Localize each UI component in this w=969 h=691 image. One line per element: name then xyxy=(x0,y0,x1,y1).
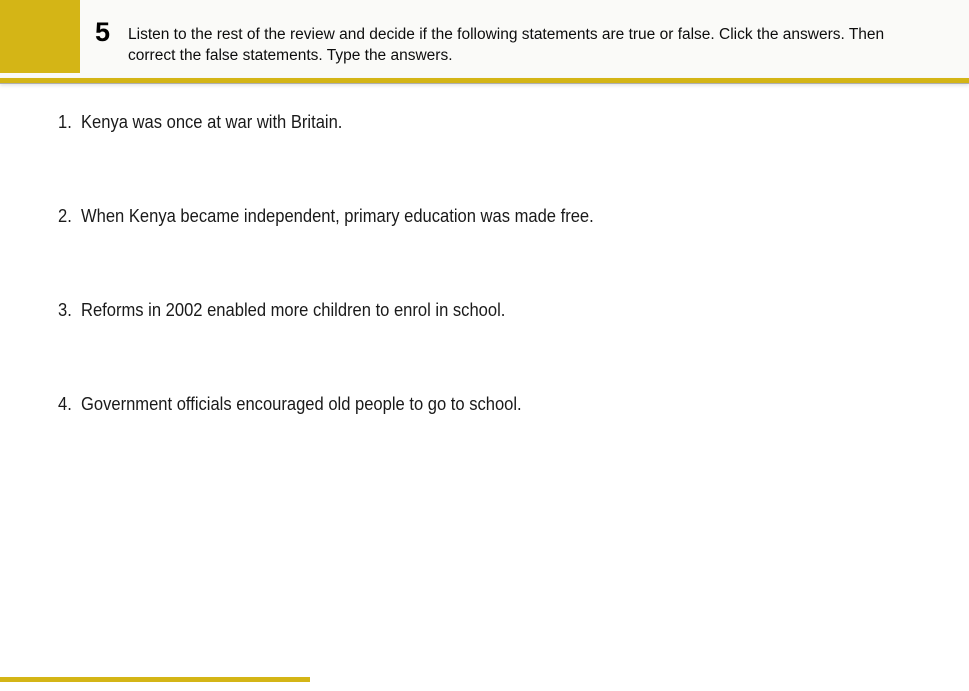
corner-accent-block xyxy=(0,0,80,73)
header-divider-rule xyxy=(0,78,969,84)
statement-row-2[interactable] xyxy=(58,207,594,226)
statement-row-3[interactable] xyxy=(58,301,505,320)
statement-text: Government officials encouraged old people to go to school. xyxy=(81,394,522,414)
statement-row-4[interactable] xyxy=(58,395,522,414)
statement-number: 3. xyxy=(58,300,72,320)
statement-text: When Kenya became independent, primary education was made free. xyxy=(81,206,594,226)
statement-number: 4. xyxy=(58,394,72,414)
statement-number: 1. xyxy=(58,112,72,132)
statement-text: Reforms in 2002 enabled more children to enrol in school. xyxy=(81,300,506,320)
exercise-number: 5 xyxy=(95,17,111,47)
bottom-divider-rule xyxy=(0,677,310,682)
exercise-instructions: Listen to the rest of the review and decide if the following statements are true or false. Click the answers. Then correct the false statements. Type the answers. xyxy=(128,26,885,64)
statement-number: 2. xyxy=(58,206,72,226)
statement-row-1[interactable] xyxy=(58,113,342,132)
statement-text: Kenya was once at war with Britain. xyxy=(81,112,343,132)
